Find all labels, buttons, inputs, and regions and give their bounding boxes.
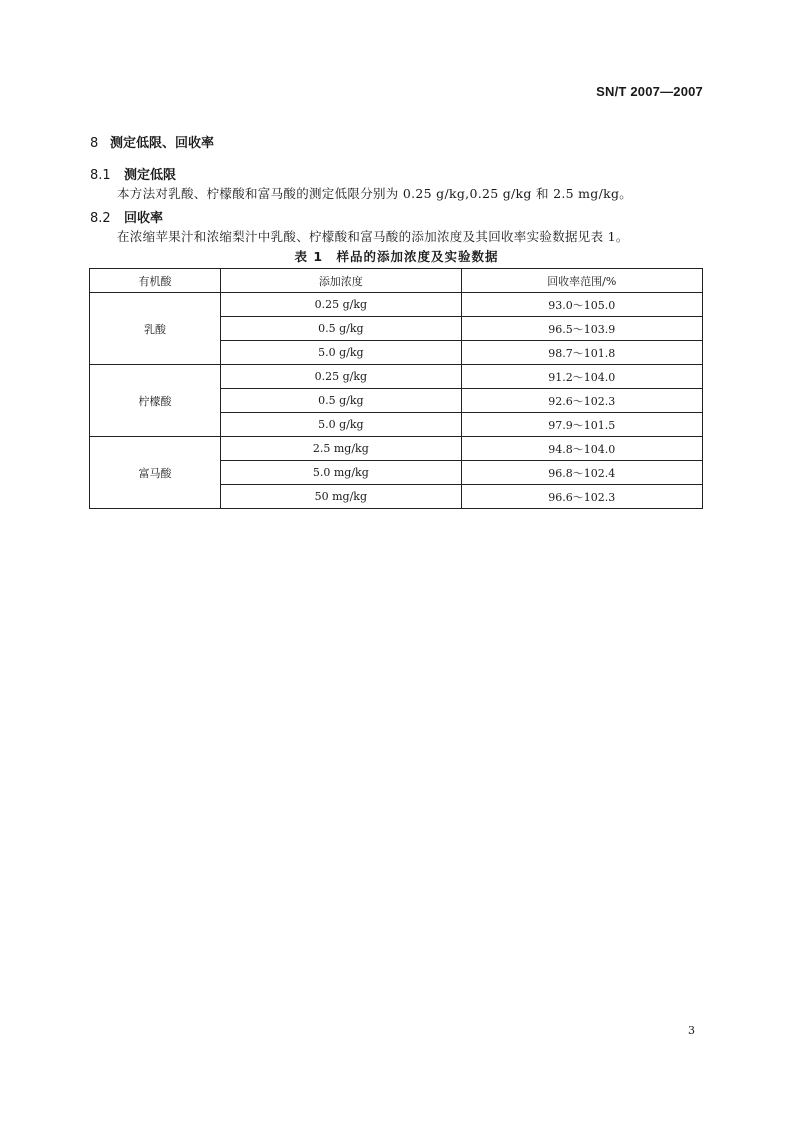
section-8-1-title: 测定低限	[124, 168, 177, 183]
section-8-2-title: 回收率	[124, 211, 164, 226]
standard-code: SN/T 2007—2007	[596, 84, 703, 99]
concentration-cell: 5.0 mg/kg	[221, 461, 461, 485]
table-header-row	[90, 269, 703, 293]
acid-name-cell: 柠檬酸	[90, 365, 221, 437]
table-caption: 表 1 样品的添加浓度及实验数据	[294, 249, 499, 264]
recovery-cell: 96.5～103.9	[461, 317, 702, 341]
section-8-1-text: 本方法对乳酸、柠檬酸和富马酸的测定低限分别为 0.25 g/kg,0.25 g/kg 和 2.5 mg/kg。	[117, 186, 633, 201]
section-8-heading	[90, 132, 214, 151]
section-8-number: 8	[90, 136, 99, 151]
recovery-cell: 97.9～101.5	[461, 413, 702, 437]
header-recovery: 回收率范围/%	[461, 269, 702, 293]
concentration-cell: 5.0 g/kg	[221, 413, 461, 437]
concentration-cell: 0.5 g/kg	[221, 389, 461, 413]
concentration-cell: 0.25 g/kg	[221, 293, 461, 317]
table-row	[90, 293, 703, 317]
section-8-2-text: 在浓缩苹果汁和浓缩梨汁中乳酸、柠檬酸和富马酸的添加浓度及其回收率实验数据见表 1。	[117, 229, 629, 244]
acid-name-cell: 乳酸	[90, 293, 221, 365]
concentration-cell: 50 mg/kg	[221, 485, 461, 509]
section-8-2-heading	[90, 207, 163, 226]
concentration-cell: 2.5 mg/kg	[221, 437, 461, 461]
section-8-2-number: 8.2	[90, 211, 111, 226]
acid-name-cell: 富马酸	[90, 437, 221, 509]
table-row	[90, 437, 703, 461]
concentration-cell: 0.25 g/kg	[221, 365, 461, 389]
recovery-table	[89, 268, 703, 509]
header-acid: 有机酸	[90, 269, 221, 293]
section-8-1-number: 8.1	[90, 168, 111, 183]
page-number: 3	[688, 1024, 695, 1037]
concentration-cell: 0.5 g/kg	[221, 317, 461, 341]
recovery-cell: 96.6～102.3	[461, 485, 702, 509]
table-row	[90, 365, 703, 389]
recovery-cell: 96.8～102.4	[461, 461, 702, 485]
recovery-cell: 94.8～104.0	[461, 437, 702, 461]
header-concentration: 添加浓度	[221, 269, 461, 293]
section-8-title: 测定低限、回收率	[110, 136, 215, 151]
recovery-cell: 93.0～105.0	[461, 293, 702, 317]
recovery-cell: 91.2～104.0	[461, 365, 702, 389]
recovery-cell: 98.7～101.8	[461, 341, 702, 365]
recovery-cell: 92.6～102.3	[461, 389, 702, 413]
section-8-1-heading	[90, 164, 176, 183]
concentration-cell: 5.0 g/kg	[221, 341, 461, 365]
